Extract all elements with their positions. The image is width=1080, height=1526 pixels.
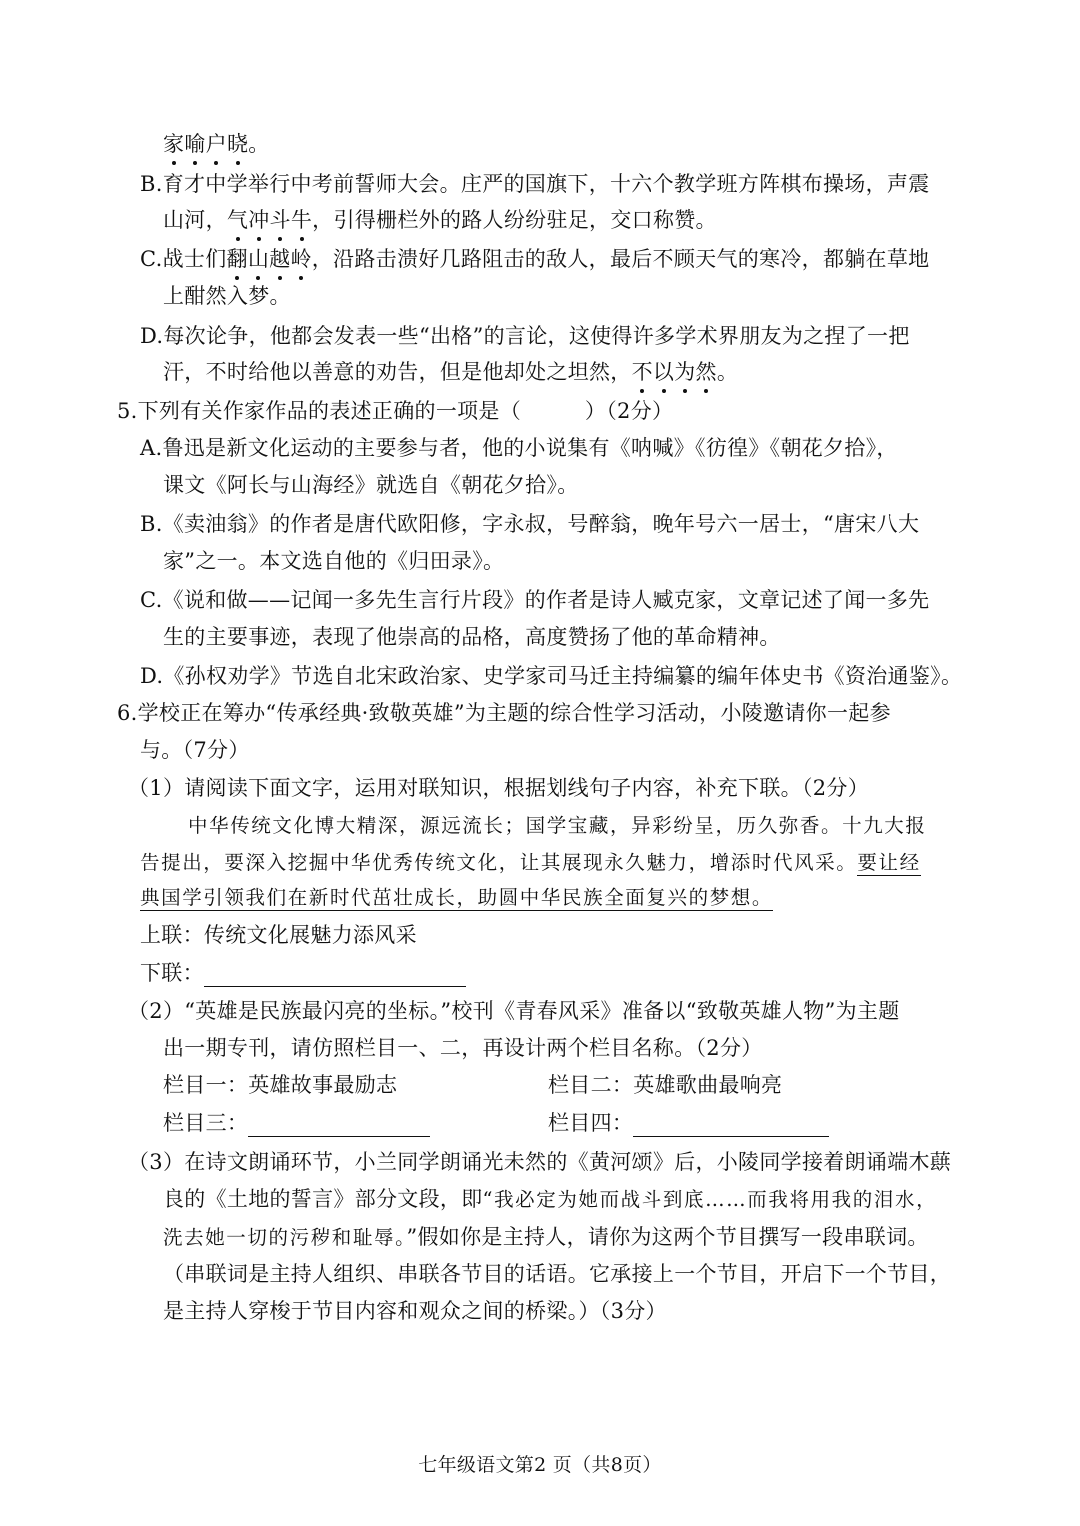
dotted-idiom [632,360,717,384]
column-three [163,1109,430,1137]
q6-part3-line2-pre: 良的《土地的誓言》部分文段，即 [163,1187,483,1211]
q4-option-d-line1: D.每次论争，他都会发表一些“出格”的言论，这使得许多学术界朋友为之捏了一把 [140,324,910,348]
q5-option-a-line2: 课文《阿长与山海经》就选自《朝花夕拾》。 [163,473,579,497]
q4-option-c-line1 [140,245,929,273]
column-two: 栏目二：英雄歌曲最响亮 [548,1073,783,1097]
emphasis-dot-char: 越 [269,247,291,271]
quoted-poem-excerpt-end: 洗去她一切的污秽和耻辱。 [163,1226,407,1249]
q5-option-b-line1: B.《卖油翁》的作者是唐代欧阳修，字永叔，号醉翁，晚年号六一居士，“唐宋八大 [140,512,920,536]
emphasis-dot-char: 户 [205,132,227,156]
emphasis-dot-char: 山 [247,247,270,271]
q4-d-pre: 汗，不时给他以善意的劝告，但是他却处之坦然， [163,360,632,384]
column-one: 栏目一：英雄故事最励志 [163,1073,398,1097]
q4-c-pre: C.战士们 [140,247,227,271]
q6-part2-prompt-line2: 出一期专刊，请仿照栏目一、二，再设计两个栏目名称。（2分） [163,1036,763,1060]
dotted-idiom [227,247,312,271]
q6-part3-line5: 是主持人穿梭于节目内容和观众之间的桥梁。）（3分） [163,1299,667,1323]
q6-stem-line2: 与。（7分） [140,738,250,762]
q6-stem-line1: 6.学校正在筹办“传承经典·致敬英雄”为主题的综合性学习活动，小陵邀请你一起参 [117,701,891,725]
column-four [548,1109,829,1137]
q4-option-c-line2: 上酣然入梦。 [163,284,291,308]
underlined-sentence: 典国学引领我们在新时代茁壮成长，助圆中华民族全面复兴的梦想。 [140,886,774,909]
q4-option-b-line1: B.育才中学举行中考前誓师大会。庄严的国旗下，十六个教学班方阵棋布操场，声震 [140,172,930,196]
emphasis-dot-char: 斗 [269,208,291,232]
underlined-sentence: 要让经 [857,851,921,874]
emphasis-dot-char: 喻 [184,132,206,156]
q4-option-b-line2 [163,206,717,234]
q6-part1-passage-line2 [140,849,921,877]
q4-b-post: ，引得栅栏外的路人纷纷驻足，交口称赞。 [312,208,717,232]
q6-part1-prompt: （1）请阅读下面文字，运用对联知识，根据划线句子内容，补充下联。（2分） [128,776,870,800]
emphasis-dot-char: 然 [695,360,717,384]
column-three-answer-blank[interactable] [248,1114,430,1137]
q6-part3-line4: （串联词是主持人组织、串联各节目的话语。它承接上一个节目，开启下一个节目， [163,1262,952,1286]
q4-option-d-line2 [163,358,738,386]
q4-option-a-tail [163,130,270,158]
q5-option-c-line2: 生的主要事迹，表现了他崇高的品格，高度赞扬了他的革命精神。 [163,625,781,649]
emphasis-dot-char: 为 [674,360,696,384]
emphasis-dot-char: 翻 [226,247,248,271]
q6-part1-passage-line3 [140,884,773,912]
dotted-idiom [227,208,312,232]
passage-plain: 告提出，要深入挖掘中华优秀传统文化，让其展现永久魅力，增添时代风采。 [140,851,858,874]
emphasis-dot-char: 不 [631,360,653,384]
emphasis-dot-char: 冲 [248,208,270,232]
emphasis-dot-char: 以 [652,360,675,384]
couplet-lower [140,959,466,987]
emphasis-dot-char: 岭 [290,247,312,271]
dotted-idiom [163,132,248,156]
q4-d-post: 。 [716,360,739,384]
column-four-label: 栏目四： [548,1111,634,1135]
column-three-label: 栏目三： [163,1111,249,1135]
q6-part3-line1: （3）在诗文朗诵环节，小兰同学朗诵光未然的《黄河颂》后，小陵同学接着朗诵端木蕻 [128,1150,952,1174]
couplet-upper: 上联：传统文化展魅力添风采 [140,923,417,947]
emphasis-dot-char: 家 [163,132,185,156]
quoted-poem-excerpt: “我必定为她而战斗到底……而我将用我的泪水， [482,1188,938,1211]
q6-part3-line2 [163,1185,937,1214]
q5-option-c-line1: C.《说和做——记闻一多先生言行片段》的作者是诗人臧克家，文章记述了闻一多先 [140,588,930,612]
q5-stem: 5.下列有关作家作品的表述正确的一项是（ ）（2分） [117,399,674,423]
q5-option-d: D.《孙权劝学》节选自北宋政治家、史学家司马迁主持编纂的编年体史书《资治通鉴》。 [140,664,963,688]
q4-c-post: ，沿路击溃好几路阻击的敌人，最后不顾天气的寒冷，都躺在草地 [311,247,930,271]
emphasis-dot-char: 晓 [226,132,249,156]
emphasis-dot-char: 气 [226,208,249,232]
q5-option-a-line1: A.鲁迅是新文化运动的主要参与者，他的小说集有《呐喊》《彷徨》《朝花夕拾》， [140,436,898,460]
couplet-lower-answer-blank[interactable] [204,964,466,987]
page-footer: 七年级语文第2 页（共8页） [418,1454,662,1476]
emphasis-dot-char: 牛 [290,208,313,232]
q4-b-pre: 山河， [163,208,227,232]
q5-option-b-line2: 家”之一。本文选自他的《归田录》。 [163,549,505,573]
couplet-lower-label: 下联： [140,961,204,985]
column-four-answer-blank[interactable] [633,1114,829,1137]
q6-part3-line3-post: ”假如你是主持人，请你为这两个节目撰写一段串联词。 [406,1225,929,1249]
q4-option-a-tail-post: 。 [248,132,270,156]
q6-part1-passage-line1: 中华传统文化博大精深，源远流长；国学宝藏，异彩纷呈，历久弥香。十九大报 [188,814,927,837]
q6-part3-line3 [163,1223,929,1252]
q6-part2-prompt-line1: （2）“英雄是民族最闪亮的坐标。”校刊《青春风采》准备以“致敬英雄人物”为主题 [128,999,900,1023]
